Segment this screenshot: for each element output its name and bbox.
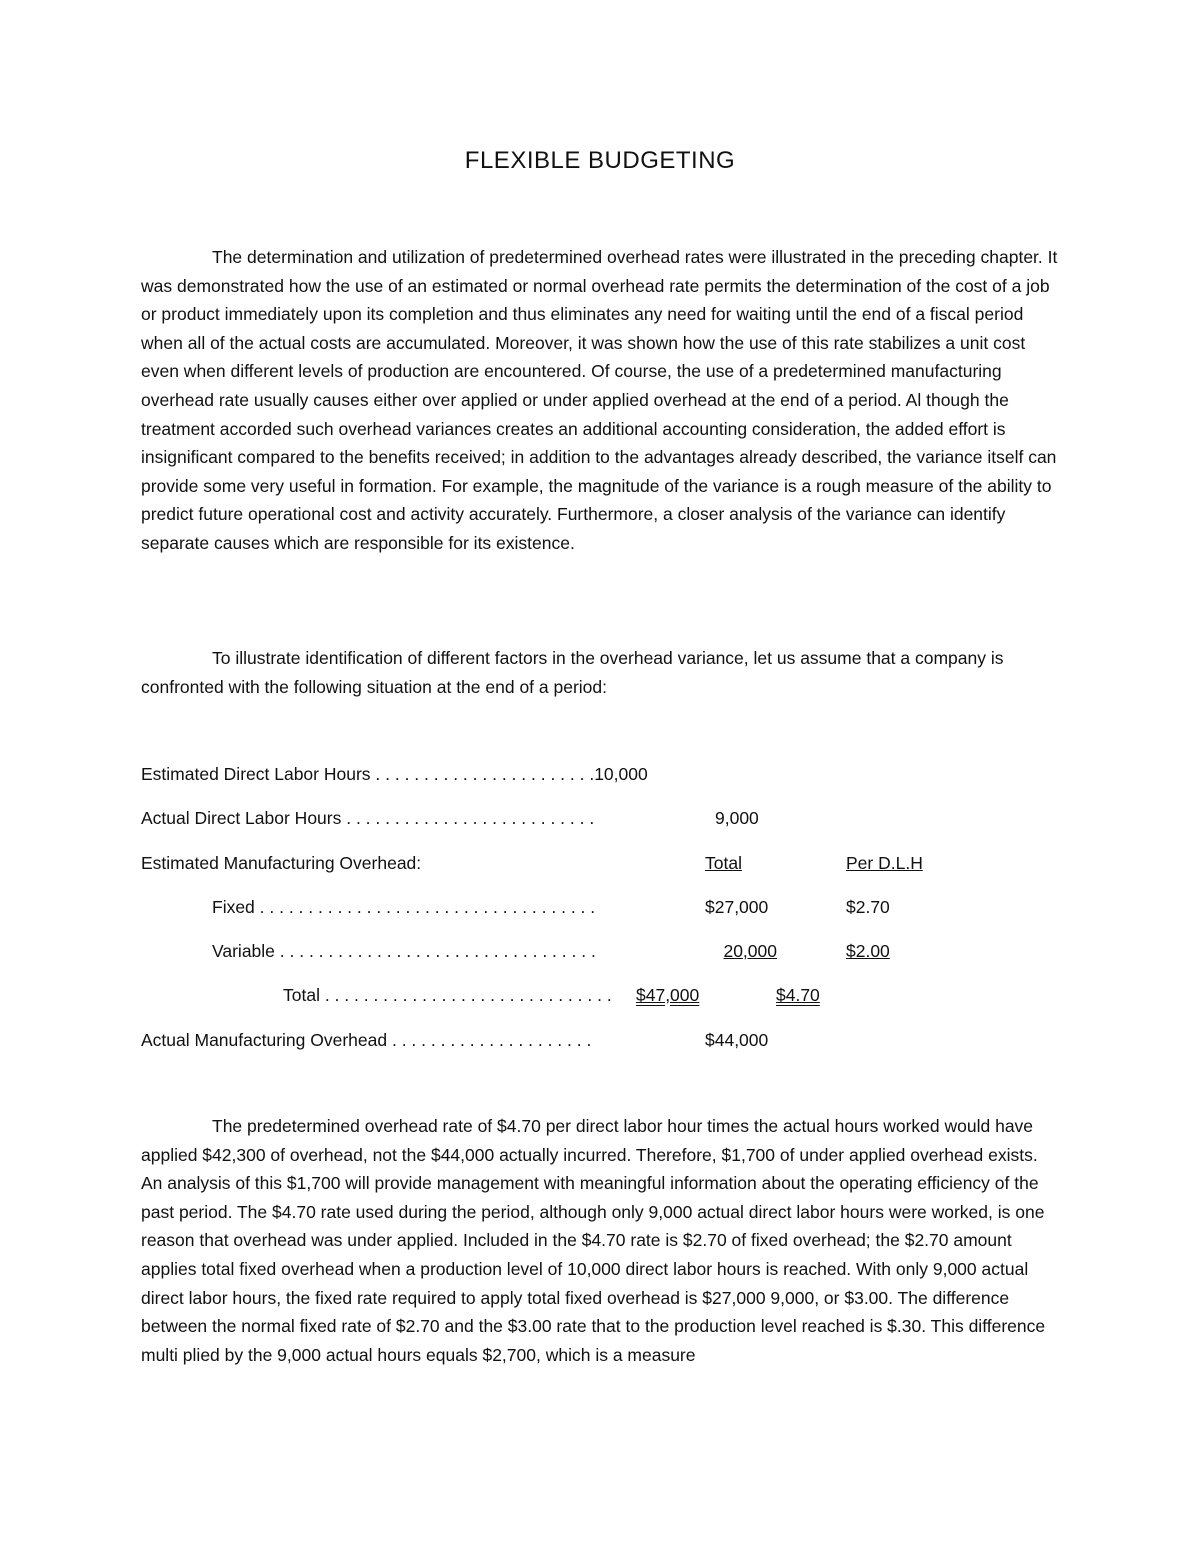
fixed-label: Fixed: [212, 897, 255, 917]
variable-label: Variable: [212, 941, 275, 961]
col-header-total: Total: [705, 853, 742, 873]
total-label: Total: [283, 985, 320, 1005]
actual-overhead-row: [141, 1028, 591, 1052]
est-hours-row: [141, 762, 648, 786]
fixed-row: [212, 895, 595, 919]
act-hours-label: Actual Direct Labor Hours: [141, 808, 342, 828]
paragraph-intro: The determination and utilization of predetermined overhead rates were illustrated in the preceding chapter. It was demonstrated how the use of an estimated or normal overhead rate permits the determination of the cost of a job or product immediately upon its completion and thus eliminates any need for waiting until the end of a fiscal period when all of the actual costs are accumulated. Moreover, it was shown how the use of this rate stabilizes a unit cost even when different levels of production are encountered. Of course, the use of a predetermined manufacturing overhead rate usually causes either over applied or under applied overhead at the end of a period. Al though the treatment accorded such overhead variances creates an additional accounting consideration, the added effort is insignificant compared to the benefits received; in addition to the advantages already described, the variance itself can provide some very useful in formation. For example, the magnitude of the variance is a rough measure of the ability to predict future operational cost and activity accurately. Furthermore, a closer analysis of the variance can identify separate causes which are responsible for its existence.: [141, 247, 1058, 553]
act-hours-row: [141, 806, 594, 830]
total-total: $47,000: [636, 985, 700, 1005]
est-hours-label: Estimated Direct Labor Hours: [141, 764, 371, 784]
act-hours-value: 9,000: [715, 808, 759, 828]
fixed-rate: $2.70: [846, 897, 890, 917]
paragraph-illustration: To illustrate identification of different factors in the overhead variance, let us assume that a company is confronted with the following situation at the end of a period:: [141, 648, 1004, 697]
variable-row: [212, 939, 596, 963]
dot-leader: . . . . . . . . . . . . . . . . . . . . . . . . . . . . . . . . . . .: [254, 897, 596, 917]
actual-overhead-label: Actual Manufacturing Overhead: [141, 1030, 388, 1050]
dot-leader: . . . . . . . . . . . . . . . . . . . . . . . . . . . . . .: [319, 985, 612, 1005]
total-row: [283, 983, 612, 1007]
dot-leader: . . . . . . . . . . . . . . . . . . . . . . .: [370, 764, 595, 784]
dot-leader: . . . . . . . . . . . . . . . . . . . . .: [387, 1030, 592, 1050]
total-rate: $4.70: [776, 985, 820, 1005]
col-header-per-dlh: Per D.L.H: [846, 853, 923, 873]
fixed-total: $27,000: [705, 897, 769, 917]
page-title: FLEXIBLE BUDGETING: [464, 147, 736, 174]
est-hours-value: 10,000: [594, 764, 648, 784]
dot-leader: . . . . . . . . . . . . . . . . . . . . . . . . . . . . . . . . .: [274, 941, 596, 961]
dot-leader: . . . . . . . . . . . . . . . . . . . . . . . . . .: [341, 808, 595, 828]
est-overhead-label: Estimated Manufacturing Overhead:: [141, 853, 422, 873]
variable-total: 20,000: [723, 941, 777, 961]
paragraph-analysis: The predetermined overhead rate of $4.70 per direct labor hour times the actual hours worked would have applied $42,300 of overhead, not the $44,000 actually incurred. Therefore, $1,700 of under applied overhead exists. An analysis of this $1,700 will provide management with meaningful information about the operating efficiency of the past period. The $4.70 rate used during the period, although only 9,000 actual direct labor hours were worked, is one reason that overhead was under applied. Included in the $4.70 rate is $2.70 of fixed overhead; the $2.70 amount applies total fixed overhead when a production level of 10,000 direct labor hours is reached. With only 9,000 actual direct labor hours, the fixed rate required to apply total fixed overhead is $27,000 9,000, or $3.00. The difference between the normal fixed rate of $2.70 and the $3.00 rate that to the production level reached is $.30. This difference multi plied by the 9,000 actual hours equals $2,700, which is a measure: [141, 1116, 1046, 1365]
actual-overhead-value: $44,000: [705, 1030, 769, 1050]
variable-rate: $2.00: [846, 941, 890, 961]
